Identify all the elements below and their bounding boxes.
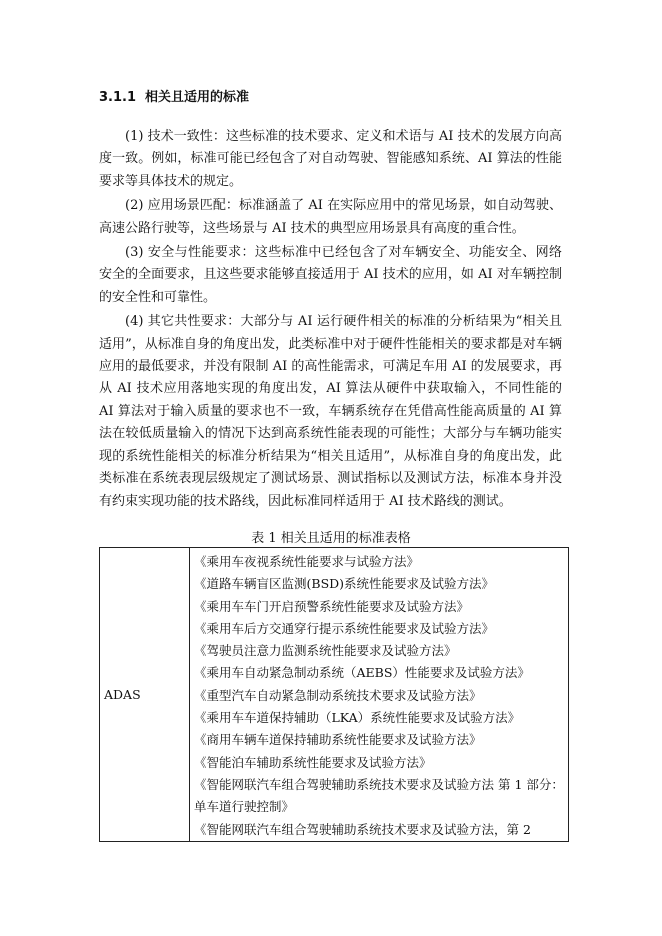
standard-item: 《智能网联汽车组合驾驶辅助系统技术要求及试验方法，第 2 [194, 821, 531, 837]
standards-table [99, 547, 569, 842]
table-row [100, 548, 569, 842]
paragraph-scenario-match: (2) 应用场景匹配：标准涵盖了 AI 在实际应用中的常见场景，如自动驾驶、高速公路行驶等，这些场景与 AI 技术的典型应用场景具有高度的重合性。 [99, 198, 562, 236]
category-cell: ADAS [100, 548, 190, 842]
standard-item: 《重型汽车自动紧急制动系统技术要求及试验方法》 [194, 687, 482, 703]
standard-item: 《智能泊车辅助系统性能要求及试验方法》 [194, 754, 432, 770]
standard-item: 《乘用车自动紧急制动系统（AEBS）性能要求及试验方法》 [194, 665, 530, 681]
standard-item: 《商用车辆车道保持辅助系统性能要求及试验方法》 [194, 732, 482, 748]
standard-item: 《智能网联汽车组合驾驶辅助系统技术要求及试验方法 第 1 部分：单车道行驶控制》 [194, 776, 564, 815]
standard-item: 《乘用车后方交通穿行提示系统性能要求及试验方法》 [194, 620, 495, 636]
section-heading [99, 86, 249, 105]
paragraph-safety-performance: (3) 安全与性能要求：这些标准中已经包含了对车辆安全、功能安全、网络安全的全面要求，且这些要求能够直接适用于 AI 技术的应用，如 AI 对车辆控制的安全性和可靠性。 [99, 245, 562, 305]
section-number: 3.1.1 [99, 90, 137, 105]
paragraph-technical-consistency: (1) 技术一致性：这些标准的技术要求、定义和术语与 AI 技术的发展方向高度一致。例如，标准可能已经包含了对自动驾驶、智能感知系统、AI 算法的性能要求等具体技术的规定。 [99, 129, 563, 189]
table-caption: 表 1 相关且适用的标准表格 [251, 531, 411, 546]
body-text [99, 126, 562, 515]
standards-list-cell [190, 548, 569, 842]
standard-item: 《驾驶员注意力监测系统性能要求及试验方法》 [194, 643, 457, 659]
paragraph-common-requirements: (4) 其它共性要求：大部分与 AI 运行硬件相关的标准的分析结果为“相关且适用”，从标准自身的角度出发，此类标准中对于硬件性能相关的要求都是对车辆应用的最低要求，并没有限制 AI 的高性能需求，可满足车用 AI 的发展要求，再从 AI 技术应用落地实现的角度出发，AI 算法从硬件中获取输入，不同性能的 AI 算法对于输入质量的要求也不一致，车辆系统存在凭借高性能高质量的 AI 算法在较低质量输入的情况下达到高系统性能表现的可能性；大部分与车辆功能实现的系统性能相关的标准分析结果为“相关且适用”，从标准自身的角度出发，此类标准在系统表现层级规定了测试场景、测试指标以及测试方法，标准本身并没有约束实现功能的技术路线，因此标准同样适用于 AI 技术路线的测试。 [99, 314, 562, 509]
standard-item: 《乘用车车道保持辅助（LKA）系统性能要求及试验方法》 [194, 710, 521, 726]
standard-item: 《乘用车夜视系统性能要求与试验方法》 [194, 554, 420, 569]
standard-item: 《乘用车车门开启预警系统性能要求及试验方法》 [194, 598, 470, 614]
section-title: 相关且适用的标准 [145, 90, 250, 105]
standard-item: 《道路车辆盲区监测(BSD)系统性能要求及试验方法》 [194, 576, 495, 592]
